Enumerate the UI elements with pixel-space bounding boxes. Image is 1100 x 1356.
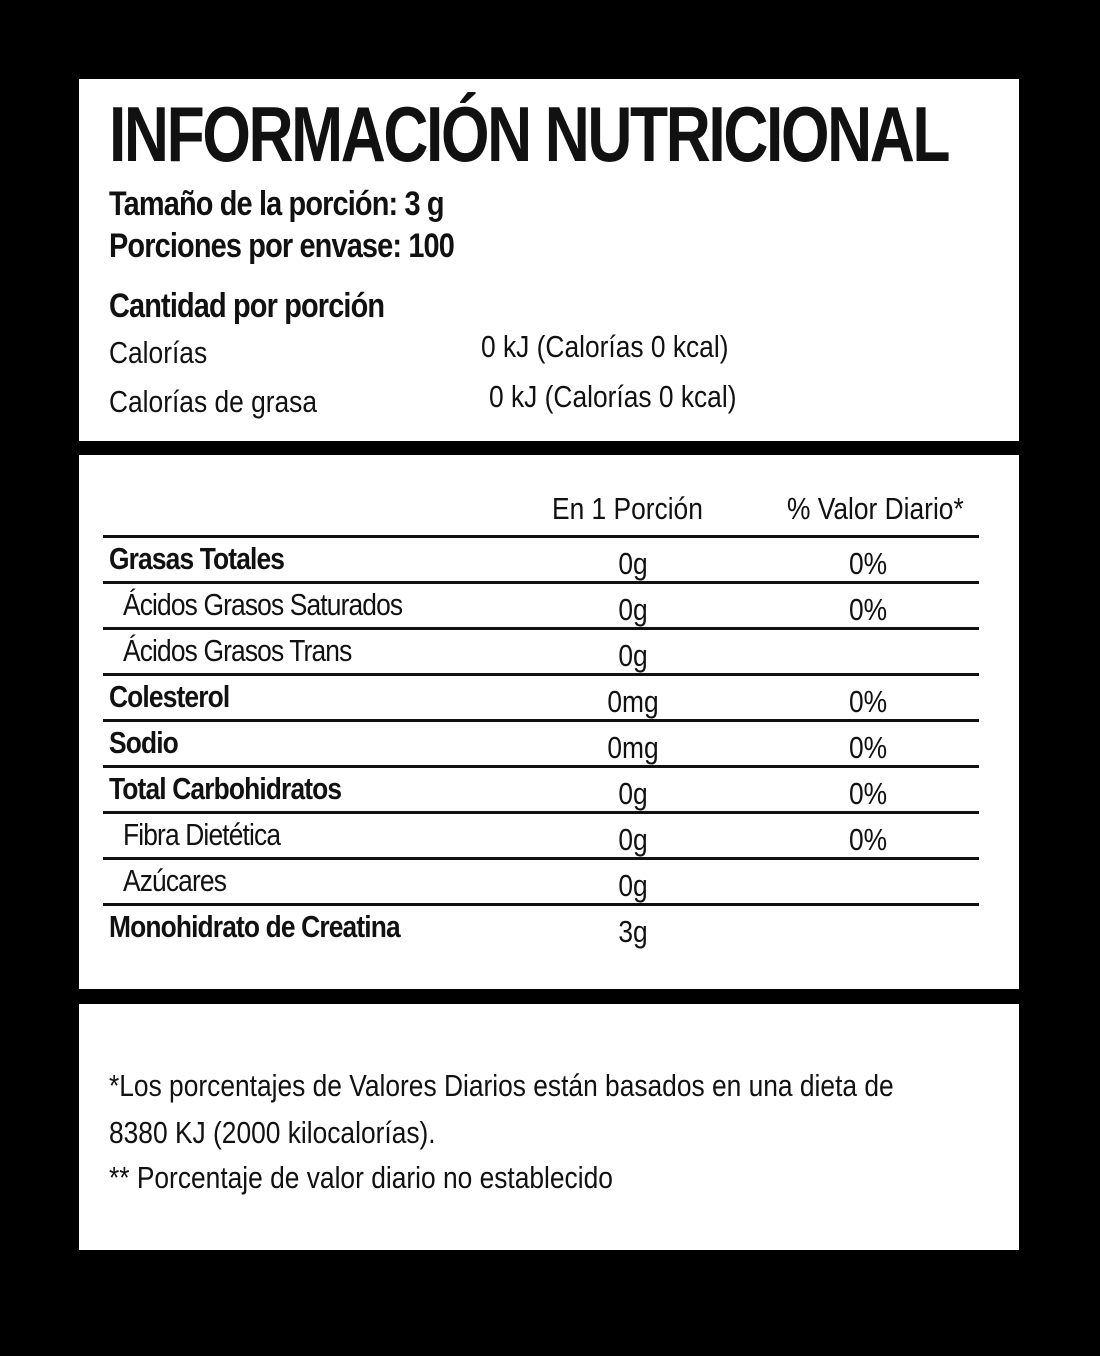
- nutrient-daily-value: 0%: [848, 822, 888, 857]
- column-header-daily-value: % Valor Diario*: [787, 491, 964, 526]
- nutrient-label: Sodio: [109, 725, 178, 760]
- fat-calories-label: Calorías de grasa: [109, 384, 317, 419]
- column-header-serving: En 1 Porción: [552, 491, 703, 526]
- nutrient-amount: 0g: [618, 776, 648, 811]
- servings-per-container: Porciones por envase: 100: [109, 227, 454, 265]
- nutrient-label: Ácidos Grasos Saturados: [123, 587, 403, 622]
- nutrient-amount: 0g: [618, 592, 648, 627]
- nutrient-label: Grasas Totales: [109, 541, 285, 576]
- calories-value: 0 kJ (Calorías 0 kcal): [481, 329, 729, 364]
- nutrient-row-trans-fat: [103, 627, 979, 673]
- nutrient-amount: 0g: [618, 546, 648, 581]
- label-title: INFORMACIÓN NUTRICIONAL: [109, 90, 949, 178]
- nutrient-row-saturated-fat: [103, 581, 979, 627]
- nutrient-amount: 0mg: [607, 730, 659, 765]
- nutrient-row-dietary-fiber: [103, 811, 979, 857]
- nutrient-row-total-carbohydrates: [103, 765, 979, 811]
- serving-size: Tamaño de la porción: 3 g: [109, 185, 444, 223]
- nutrient-amount: 3g: [618, 914, 648, 949]
- footnote-panel: [79, 1004, 1019, 1250]
- calories-label: Calorías: [109, 335, 208, 370]
- amount-per-serving-heading: Cantidad por porción: [109, 287, 385, 325]
- footnote-not-established: ** Porcentaje de valor diario no establecido: [109, 1160, 613, 1195]
- nutrient-label: Ácidos Grasos Trans: [123, 633, 352, 668]
- nutrient-amount: 0mg: [607, 684, 659, 719]
- footnote-daily-values: *Los porcentajes de Valores Diarios están basados en una dieta de: [109, 1068, 894, 1103]
- nutrient-row-sodium: [103, 719, 979, 765]
- nutrient-daily-value: 0%: [848, 592, 888, 627]
- nutrient-row-cholesterol: [103, 673, 979, 719]
- nutrient-label: Fibra Dietética: [123, 817, 281, 852]
- nutrient-label: Monohidrato de Creatina: [109, 909, 400, 944]
- nutrient-daily-value: 0%: [848, 684, 888, 719]
- summary-panel: [79, 79, 1019, 441]
- footnote-energy-basis: 8380 KJ (2000 kilocalorías).: [109, 1115, 436, 1150]
- nutrient-amount: 0g: [618, 868, 648, 903]
- nutrient-label: Total Carbohidratos: [109, 771, 342, 806]
- nutrient-label: Colesterol: [109, 679, 230, 714]
- nutrient-daily-value: 0%: [848, 546, 888, 581]
- nutrient-daily-value: 0%: [848, 776, 888, 811]
- nutrient-table-panel: [79, 455, 1019, 989]
- fat-calories-value: 0 kJ (Calorías 0 kcal): [489, 379, 737, 414]
- nutrient-amount: 0g: [618, 822, 648, 857]
- nutrient-row-creatine-monohydrate: [103, 903, 979, 949]
- nutrient-rows: [103, 535, 979, 949]
- nutrient-amount: 0g: [618, 638, 648, 673]
- nutrient-label: Azúcares: [123, 863, 227, 898]
- nutrient-row-total-fat: [103, 535, 979, 581]
- nutrient-daily-value: 0%: [848, 730, 888, 765]
- nutrient-row-sugars: [103, 857, 979, 903]
